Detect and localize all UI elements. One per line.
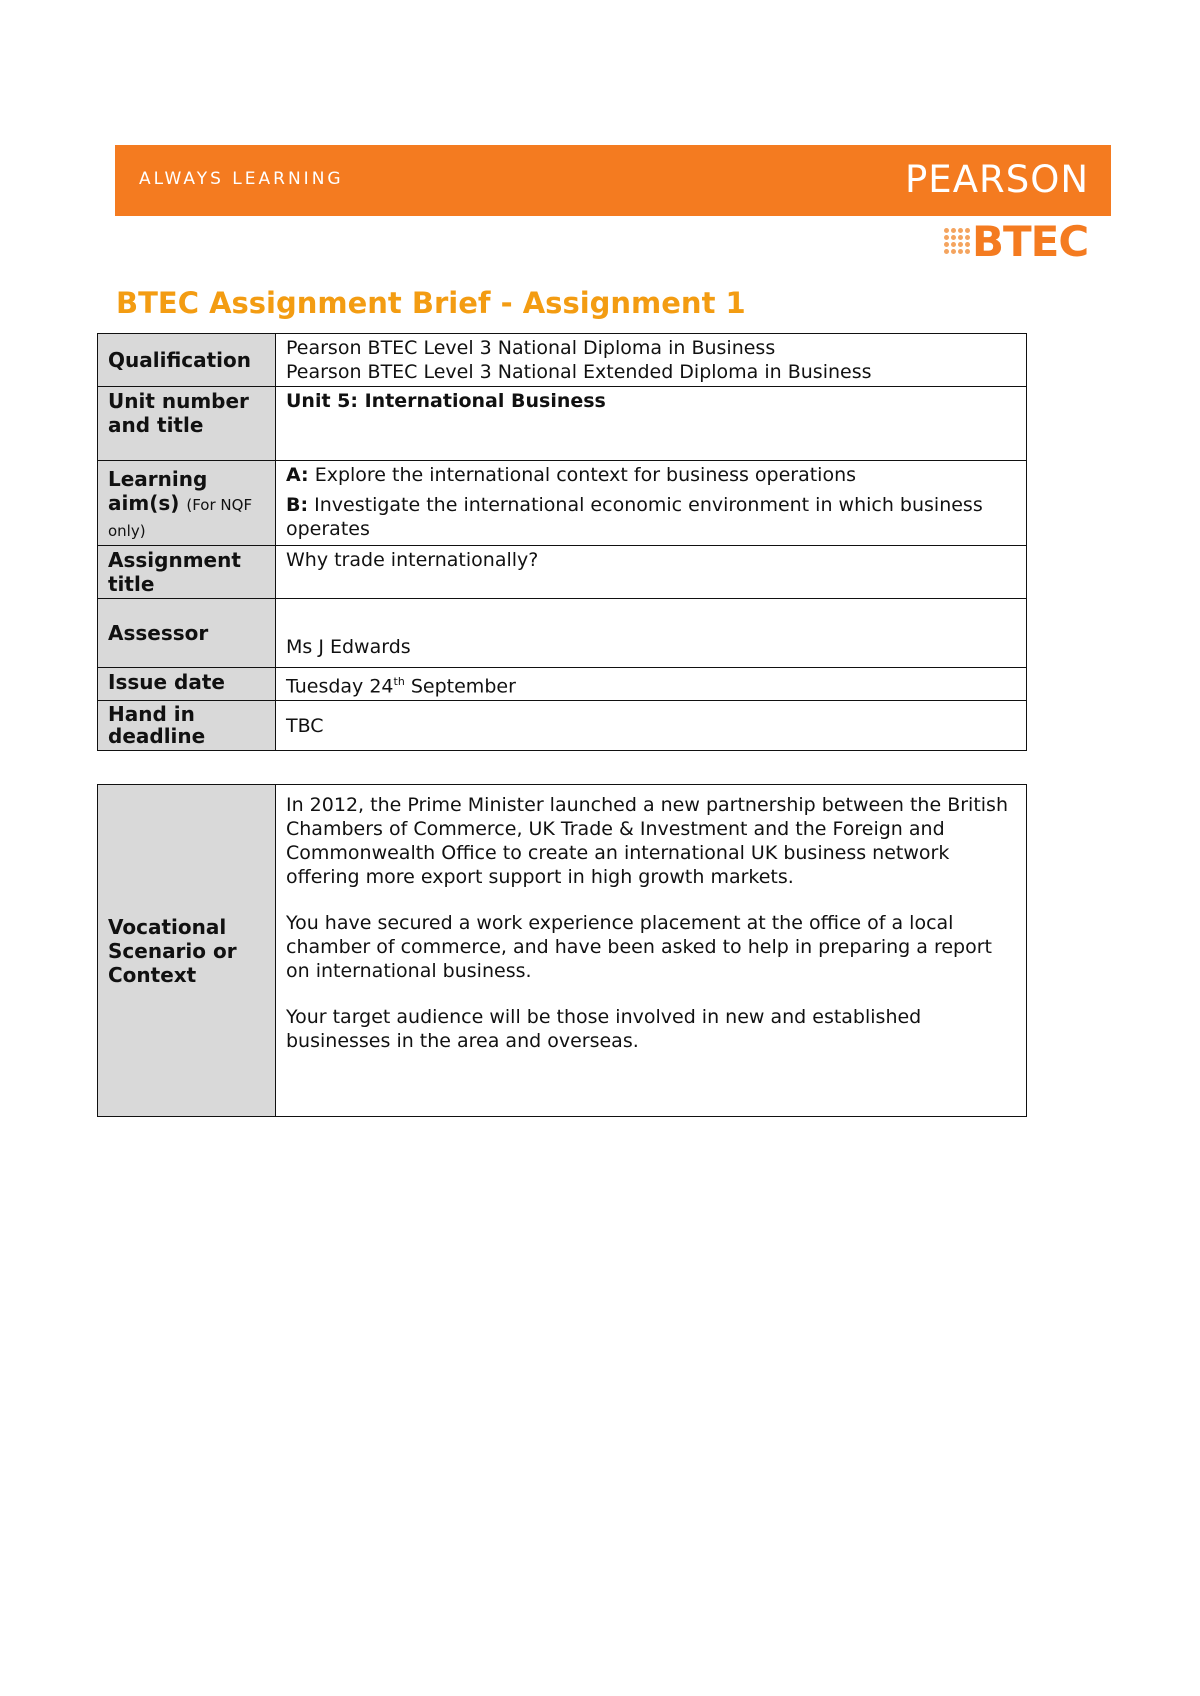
row-scenario [98, 785, 1027, 1117]
scenario-paragraph-1: In 2012, the Prime Minister launched a new partnership between the British Chambers of Commerce, UK Trade & Investment and the Foreign and Commonwealth Office to create an international UK business network offering more export support in high growth markets. [286, 794, 1008, 888]
qualification-line-1: Pearson BTEC Level 3 National Diploma in Business [286, 337, 776, 359]
unit-value: Unit 5: International Business [276, 387, 1027, 461]
aim-b-key: B: [286, 494, 309, 516]
assessor-value: Ms J Edwards [276, 599, 1027, 668]
row-qualification [98, 334, 1027, 387]
aim-a [286, 463, 1016, 487]
aim-a-key: A: [286, 464, 309, 486]
scenario-paragraph-2: You have secured a work experience placement at the office of a local chamber of commerce, and have been asked to help in preparing a report on international business. [286, 912, 992, 982]
page-title: BTEC Assignment Brief - Assignment 1 [116, 286, 746, 320]
aim-a-text: Explore the international context for business operations [314, 464, 857, 486]
btec-logo-text: BTEC [972, 216, 1089, 266]
issue-date-label: Issue date [98, 668, 276, 701]
pearson-logo: PEARSON [905, 158, 1089, 201]
issue-date-value [276, 668, 1027, 701]
details-table [97, 333, 1027, 751]
qualification-label: Qualification [98, 334, 276, 387]
row-assignment-title [98, 546, 1027, 599]
issue-month: September [410, 675, 516, 698]
aim-b-text: Investigate the international economic environment in which business operates [286, 494, 983, 540]
deadline-value: TBC [276, 701, 1027, 751]
issue-day: Tuesday 24 [286, 675, 394, 698]
scenario-paragraph-3: Your target audience will be those involved in new and established businesses in the area and overseas. [286, 1006, 922, 1052]
aims-label: Learning aim(s) [108, 467, 208, 515]
scenario-label: Vocational Scenario or Context [98, 785, 276, 1117]
unit-label: Unit number and title [98, 387, 276, 461]
row-assessor [98, 599, 1027, 668]
aims-note: (For NQF only) [108, 496, 253, 540]
aim-b [286, 493, 1016, 541]
assignment-title-label: Assignment title [98, 546, 276, 599]
header-banner [115, 145, 1111, 216]
qualification-line-2: Pearson BTEC Level 3 National Extended Diploma in Business [286, 361, 872, 383]
row-issue-date [98, 668, 1027, 701]
row-unit [98, 387, 1027, 461]
row-learning-aims [98, 461, 1027, 546]
row-deadline [98, 701, 1027, 751]
qualification-value [276, 334, 1027, 387]
tagline: ALWAYS LEARNING [139, 169, 344, 189]
assessor-label: Assessor [98, 599, 276, 668]
assignment-title-value: Why trade internationally? [276, 546, 1027, 599]
btec-logo [944, 218, 1088, 264]
dots-icon [944, 228, 970, 254]
scenario-table [97, 784, 1027, 1117]
deadline-label: Hand in deadline [98, 701, 276, 751]
aims-label-cell [98, 461, 276, 546]
aims-value [276, 461, 1027, 546]
scenario-text [276, 785, 1027, 1117]
issue-day-suffix: th [393, 675, 405, 688]
